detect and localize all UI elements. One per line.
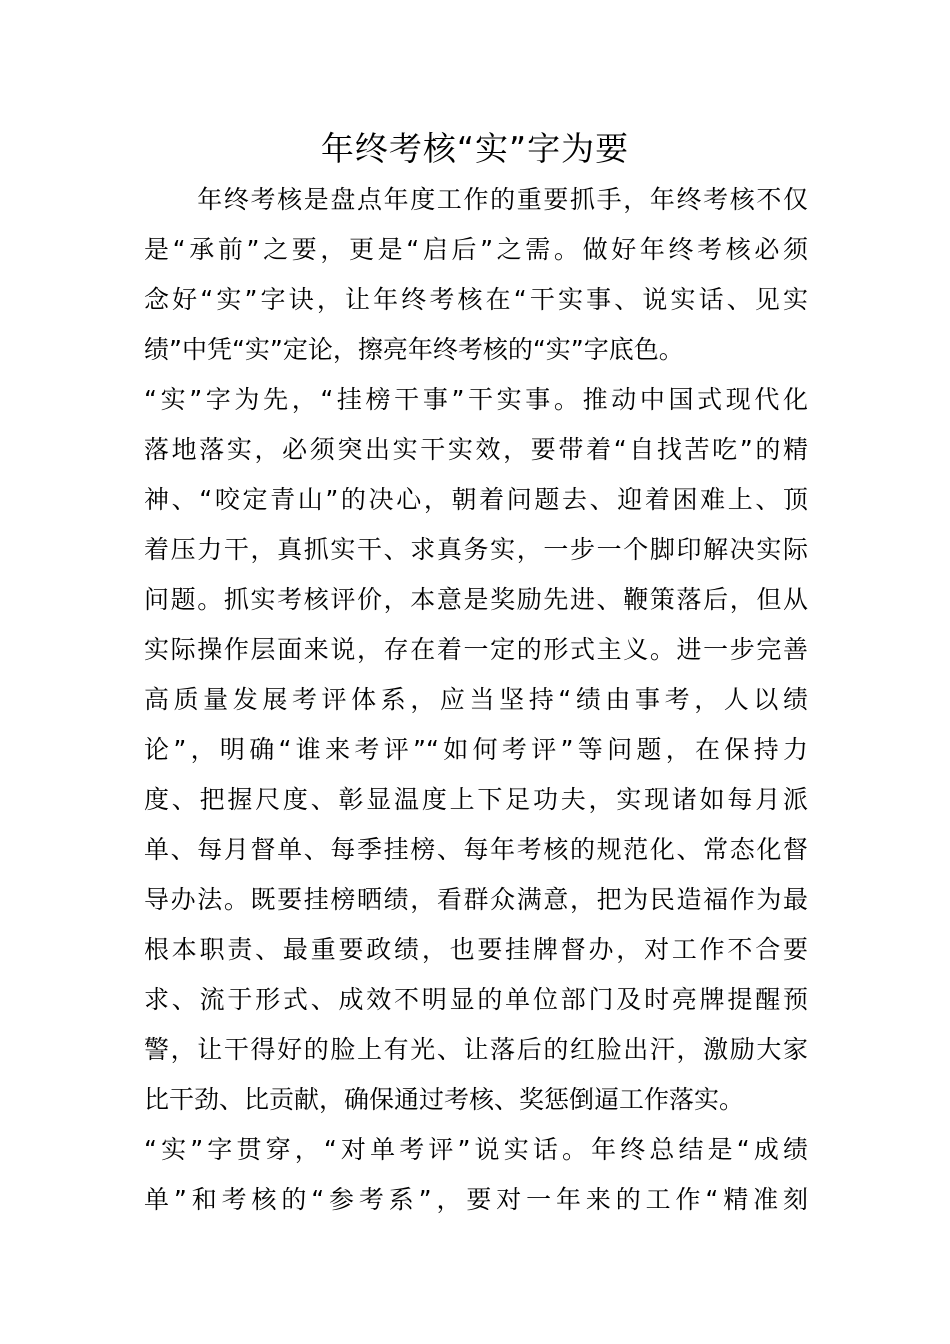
paragraph-line: 比干劲、比贡献，确保通过考核、奖惩倒逼工作落实。 — [144, 1085, 745, 1114]
paragraph-line: “实”字贯穿，“对单考评”说实话。年终总结是“成绩 — [144, 1135, 808, 1164]
paragraph-line: 年终考核是盘点年度工作的重要抓手，年终考核不仅 — [144, 185, 808, 214]
paragraph-line: 论”，明确“谁来考评”“如何考评”等问题，在保持力 — [144, 735, 808, 764]
paragraph-line: 导办法。既要挂榜晒绩，看群众满意，把为民造福作为最 — [144, 885, 808, 914]
paragraph-line: 念好“实”字诀，让年终考核在“干实事、说实话、见实 — [144, 285, 808, 314]
paragraph-line: 实际操作层面来说，存在着一定的形式主义。进一步完善 — [144, 635, 808, 664]
document-title: 年终考核“实”字为要 — [320, 129, 630, 168]
paragraph-line: 神、“咬定青山”的决心，朝着问题去、迎着困难上、顶 — [144, 485, 808, 514]
paragraph-line: 问题。抓实考核评价，本意是奖励先进、鞭策落后，但从 — [144, 585, 808, 614]
paragraph-line: 根本职责、最重要政绩，也要挂牌督办，对工作不合要 — [144, 935, 808, 964]
paragraph-line: 落地落实，必须突出实干实效，要带着“自找苦吃”的精 — [144, 435, 808, 464]
paragraph-line: 高质量发展考评体系，应当坚持“绩由事考，人以绩 — [144, 685, 808, 714]
paragraph-line: 着压力干，真抓实干、求真务实，一步一个脚印解决实际 — [144, 535, 808, 564]
paragraph-line: 求、流于形式、成效不明显的单位部门及时亮牌提醒预 — [144, 985, 808, 1014]
paragraph-line: “实”字为先，“挂榜干事”干实事。推动中国式现代化 — [144, 385, 808, 414]
paragraph-line: 绩”中凭“实”定论，擦亮年终考核的“实”字底色。 — [144, 335, 684, 364]
paragraph-line: 警，让干得好的脸上有光、让落后的红脸出汗，激励大家 — [144, 1035, 808, 1064]
paragraph-line: 是“承前”之要，更是“启后”之需。做好年终考核必须 — [144, 235, 808, 264]
paragraph-line: 单”和考核的“参考系”，要对一年来的工作“精准刻 — [144, 1185, 808, 1214]
paragraph-line: 单、每月督单、每季挂榜、每年考核的规范化、常态化督 — [144, 835, 808, 864]
paragraph-line: 度、把握尺度、彰显温度上下足功夫，实现诸如每月派 — [144, 785, 808, 814]
